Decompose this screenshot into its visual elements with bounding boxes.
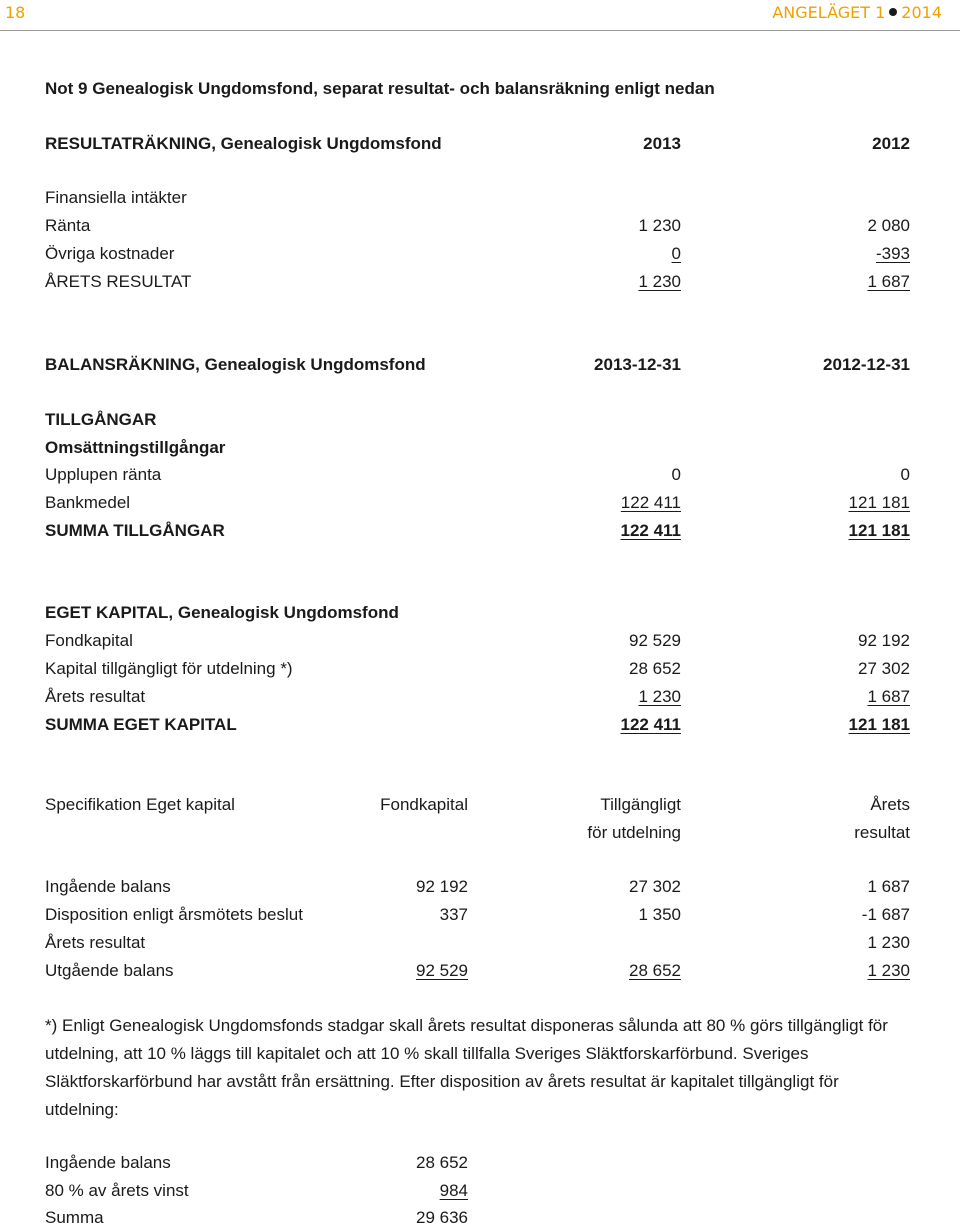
row-value: 28 652 [416,1153,468,1172]
row-label: SUMMA EGET KAPITAL [45,715,237,734]
income-year2: 2012 [872,134,910,153]
row-label: 80 % av årets vinst [45,1181,189,1200]
row-label: Ränta [45,216,91,235]
income-year1: 2013 [643,134,681,153]
row-value-2012: 0 [900,465,910,484]
assets-heading: TILLGÅNGAR [45,410,157,429]
row-value-2012: 27 302 [858,659,910,678]
row-label: SUMMA TILLGÅNGAR [45,521,225,540]
table-row [45,658,910,680]
summary-row [45,1152,910,1174]
spec-col-tillgangligt: Tillgängligt [600,795,681,814]
row-label: Summa [45,1208,104,1227]
table-row [45,492,910,514]
row-value-2012: 92 192 [858,631,910,650]
table-row [45,243,910,265]
table-row [45,876,910,898]
row-label: ÅRETS RESULTAT [45,272,192,291]
table-row [45,904,910,926]
row-label: Ingående balans [45,1153,171,1172]
row-value: 29 636 [416,1208,468,1227]
assets-total-row [45,520,910,542]
spec-col-fondkapital: Fondkapital [380,795,468,814]
table-row [45,464,910,486]
publication-year: 2014 [901,3,942,22]
income-title: RESULTATRÄKNING, Genealogisk Ungdomsfond [45,134,442,153]
spec-header-row-2 [45,822,910,844]
row-value-2012: -393 [875,244,910,263]
spec-title: Specifikation Eget kapital [45,795,235,814]
row-value-2013: 1 230 [638,272,681,291]
row-value-2013: 0 [671,244,681,263]
spec-col-arets: Årets [870,795,910,814]
table-row [45,215,910,237]
row-value-fondkapital: 337 [439,905,468,924]
balance-date1: 2013-12-31 [594,355,681,374]
row-value-2013: 122 411 [620,715,681,734]
row-label: Upplupen ränta [45,465,162,484]
row-value-tillgangligt: 27 302 [629,877,681,896]
row-value-2012: 2 080 [867,216,910,235]
publication-name: ANGELÄGET 1 [772,3,886,22]
balance-date2: 2012-12-31 [823,355,910,374]
row-value-2013: 1 230 [638,216,681,235]
summary-row [45,1207,910,1229]
page-number: 18 [5,3,26,22]
publication-title [772,3,942,22]
row-value-2012: 1 687 [867,272,910,291]
row-value-arets: 1 230 [867,961,910,980]
row-value-2012: 121 181 [848,493,910,512]
row-value-2013: 122 411 [620,493,681,512]
row-label: Övriga kostnader [45,244,175,263]
row-value-2013: 122 411 [620,521,681,540]
row-value-2012: 1 687 [867,687,910,706]
row-value-2013: 28 652 [629,659,681,678]
equity-total-row [45,714,910,736]
current-assets-heading: Omsättningstillgångar [45,438,226,457]
page-header [0,0,960,31]
row-value-arets: 1 230 [867,933,910,952]
income-section-heading: Finansiella intäkter [45,188,187,207]
row-value: 984 [439,1181,468,1200]
summary-row [45,1180,910,1202]
bullet-dot-icon [889,8,897,16]
row-label: Disposition enligt årsmötets beslut [45,905,303,924]
row-value-2013: 1 230 [638,687,681,706]
row-value-arets: 1 687 [867,877,910,896]
row-label: Fondkapital [45,631,133,650]
row-label: Ingående balans [45,877,171,896]
row-value-2012: 121 181 [848,715,910,734]
balance-title: BALANSRÄKNING, Genealogisk Ungdomsfond [45,355,426,374]
row-value-fondkapital: 92 529 [416,961,468,980]
spec-col-tillgangligt-2: för utdelning [587,823,681,842]
balance-header-row [45,354,910,376]
row-value-fondkapital: 92 192 [416,877,468,896]
spec-header-row [45,794,910,816]
table-row [45,960,910,982]
table-row [45,932,910,954]
row-value-2013: 0 [671,465,681,484]
row-value-tillgangligt: 1 350 [638,905,681,924]
row-value-arets: -1 687 [861,905,910,924]
income-header-row [45,133,910,155]
footnote: *) Enligt Genealogisk Ungdomsfonds stadgar skall årets resultat disponeras sålunda att 80 % görs tillgängligt för utdelning, att 10 % läggs till kapitalet och att 10 % skall tillfalla Sveriges Släktforskarförbund. Sveriges Släktforskarförbund har avstått från ersättning. Efter disposition av årets resultat är kapitalet tillgängligt för utdelning: [45,1016,888,1119]
row-value-tillgangligt: 28 652 [629,961,681,980]
row-label: Årets resultat [45,687,146,706]
row-value-2013: 92 529 [629,631,681,650]
row-label: Årets resultat [45,933,146,952]
table-row [45,686,910,708]
row-value-2012: 121 181 [848,521,910,540]
table-row [45,630,910,652]
equity-title: EGET KAPITAL, Genealogisk Ungdomsfond [45,603,399,622]
row-label: Bankmedel [45,493,131,512]
note-title: Not 9 Genealogisk Ungdomsfond, separat resultat- och balansräkning enligt nedan [45,79,715,98]
income-result-row [45,271,910,293]
row-label: Utgående balans [45,961,174,980]
spec-col-arets-2: resultat [854,823,910,842]
row-label: Kapital tillgängligt för utdelning *) [45,659,293,678]
